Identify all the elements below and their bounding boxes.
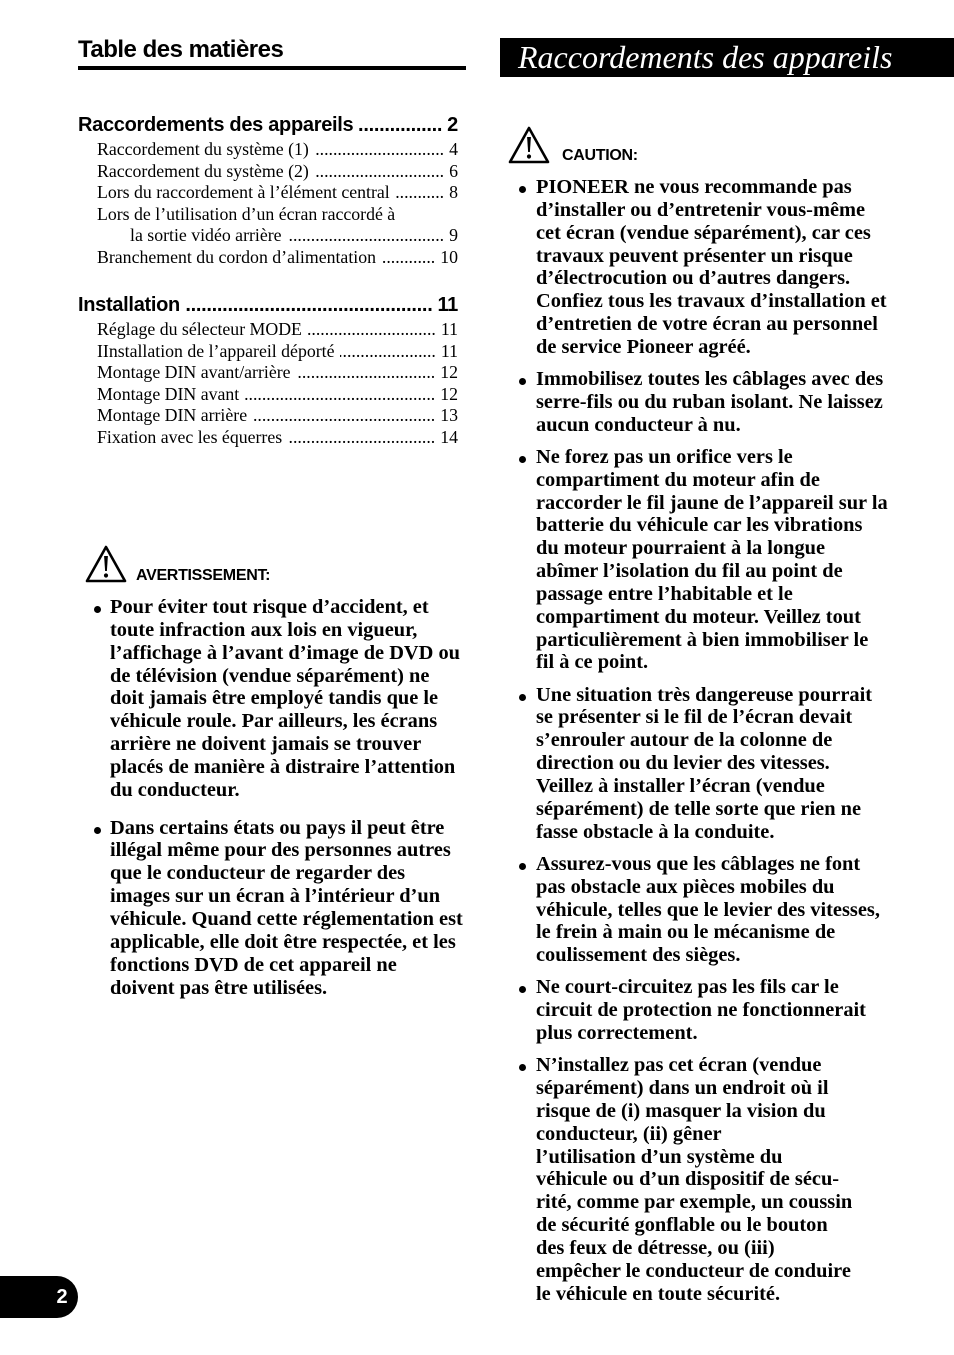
dot-leader: [288, 427, 435, 449]
caution-item: [518, 176, 888, 359]
toc-heading: Table des matières: [78, 36, 284, 63]
dot-leader: [288, 225, 445, 247]
item-text: [536, 976, 888, 1045]
toc-entry-title: Montage DIN avant/arrière: [97, 362, 291, 383]
toc-section-page: 2: [447, 114, 458, 136]
banner-title: Raccordements des appareils: [518, 39, 893, 75]
warning-item: [93, 596, 463, 802]
text-line: aucun conducteur à nu.: [536, 413, 741, 436]
bullet-icon: [519, 378, 526, 385]
dot-leader: [382, 247, 435, 269]
item-text: [536, 176, 888, 359]
toc-entry: [97, 247, 458, 269]
text-line: batterie du véhicule car les vibrations: [536, 514, 863, 537]
caution-item: [518, 976, 888, 1045]
text-line: véhicule, telles que le levier des vitesses,: [536, 898, 880, 921]
bullet-icon: [519, 1064, 526, 1071]
text-line: fonctions DVD de cet appareil ne: [110, 953, 397, 976]
text-line: travaux peuvent présenter un risque: [536, 244, 853, 267]
text-line: de télévision (vendue séparément) ne: [110, 664, 430, 687]
section-banner: [500, 38, 954, 77]
text-line: N’installez pas cet écran (vendue: [536, 1054, 822, 1077]
toc-entry-title: Fixation avec les équerres: [97, 426, 283, 447]
bullet-icon: [94, 827, 101, 834]
caution-item: [518, 368, 888, 437]
toc-entry-page: 8: [449, 182, 458, 203]
item-text: [536, 368, 888, 437]
toc-entry-continued-line: [97, 225, 458, 247]
text-line: PIONEER ne vous recommande pas: [536, 176, 852, 198]
text-line: doit jamais être employé tandis que le: [110, 687, 439, 710]
text-line: illégal même pour des personnes autres: [110, 839, 451, 862]
item-text: [536, 446, 888, 674]
caution-label: CAUTION:: [562, 147, 638, 164]
warning-list: [93, 596, 463, 1014]
dot-leader: [359, 113, 442, 137]
text-line: arrière ne doivent jamais se trouver: [110, 733, 422, 756]
text-line: des feux de détresse, ou (iii): [536, 1236, 775, 1259]
text-line: raccorder le fil jaune de l’appareil sur la: [536, 491, 888, 514]
toc-section-page: 11: [437, 294, 458, 316]
toc-entry-page: 11: [440, 319, 458, 339]
toc-entry-title: Lors de l’utilisation d’un écran raccordé à: [97, 203, 396, 224]
text-line: compartiment du moteur afin de: [536, 468, 820, 491]
page-number-badge: [0, 1276, 78, 1318]
dot-leader: [396, 182, 444, 204]
toc-entry-title: Montage DIN avant: [97, 383, 240, 404]
text-line: fasse obstacle à la conduite.: [536, 820, 775, 843]
toc-entry: [97, 139, 458, 161]
bullet-icon: [519, 986, 526, 993]
page-number: 2: [56, 1286, 68, 1308]
text-line: direction ou du levier des vitesses.: [536, 752, 830, 775]
text-line: fil à ce point.: [536, 651, 649, 674]
toc-entry-page: 12: [440, 362, 458, 383]
dot-leader: [253, 405, 435, 427]
toc-entry: [97, 427, 458, 449]
toc-entry-page: 10: [440, 246, 458, 267]
text-line: que le conducteur de regarder des: [110, 862, 406, 885]
dot-leader: [340, 341, 435, 363]
toc-entry-page: 9: [449, 225, 458, 246]
dot-leader: [308, 319, 436, 341]
toc-entry-title: IInstallation de l’appareil déporté: [97, 340, 335, 361]
item-text: [110, 596, 463, 802]
bullet-icon: [519, 456, 526, 463]
toc-entries-raccordements: [97, 139, 458, 269]
text-line: Une situation très dangereuse pourrait: [536, 683, 873, 706]
toc-entry-first-line: [97, 204, 458, 226]
item-text: [536, 853, 888, 967]
dot-leader: [186, 293, 432, 317]
text-line: cet écran (vendue séparément), car ces: [536, 221, 871, 244]
toc-entry-title: Lors du raccordement à l’élément central: [97, 182, 390, 203]
dot-leader: [245, 384, 435, 406]
text-line: plus correctement.: [536, 1022, 698, 1045]
text-line: Ne forez pas un orifice vers le: [536, 445, 793, 468]
item-text: [536, 1054, 888, 1305]
text-line: passage entre l’habitable et le: [536, 582, 793, 605]
text-line: l’affichage à l’avant d’image de DVD ou: [110, 641, 461, 664]
text-line: du conducteur.: [110, 778, 240, 801]
text-line: véhicule ou d’un dispositif de sécu-: [536, 1168, 840, 1191]
toc-entry-title: la sortie vidéo arrière: [130, 225, 282, 246]
text-line: du moteur pourraient à la longue: [536, 537, 826, 560]
text-line: Ne court-circuitez pas les fils car le: [536, 976, 839, 999]
text-line: toute infraction aux lois en vigueur,: [110, 618, 418, 641]
text-line: le frein à main ou le mécanisme de: [536, 921, 836, 944]
caution-item: [518, 446, 888, 674]
text-line: d’installer ou d’entretenir vous-même: [536, 198, 866, 221]
dot-leader: [315, 161, 444, 183]
toc-entry-page: 6: [449, 160, 458, 181]
caution-triangle-icon: [507, 125, 551, 165]
dot-leader: [297, 362, 436, 384]
text-line: Pour éviter tout risque d’accident, et: [110, 596, 429, 618]
text-line: risque de (i) masquer la vision du: [536, 1099, 826, 1122]
text-line: placés de manière à distraire l’attention: [110, 755, 456, 778]
toc-entry: [97, 161, 458, 183]
toc-entry-page: 11: [440, 340, 458, 361]
text-line: Assurez-vous que les câblages ne font: [536, 852, 861, 875]
text-line: compartiment du moteur. Veillez tout: [536, 605, 861, 628]
toc-entry-title: Raccordement du système (2): [97, 160, 309, 181]
toc-entry: [97, 182, 458, 204]
toc-entry: [97, 319, 458, 341]
text-line: rité, comme par exemple, un coussin: [536, 1191, 853, 1214]
bullet-icon: [519, 863, 526, 870]
warning-item: [93, 817, 463, 1000]
toc-entry: [97, 405, 458, 427]
toc-entries-installation: [97, 319, 458, 449]
toc-entry: [97, 362, 458, 384]
toc-entry-page: 14: [440, 426, 458, 447]
text-line: l’utilisation d’un système du: [536, 1145, 783, 1168]
text-line: d’électrocution ou d’autres dangers.: [536, 267, 851, 290]
bullet-icon: [519, 186, 526, 193]
toc-entry: [97, 341, 458, 363]
text-line: se présenter si le fil de l’écran devait: [536, 706, 853, 729]
item-text: [110, 817, 463, 1000]
text-line: séparément) de telle sorte que rien ne: [536, 797, 862, 820]
toc-entry-page: 13: [440, 405, 458, 426]
toc-entry: [97, 384, 458, 406]
item-text: [536, 684, 888, 844]
toc-section-title: Raccordements des appareils: [78, 114, 354, 136]
text-line: images sur un écran à l’intérieur d’un: [110, 885, 441, 908]
caution-list: [518, 176, 888, 1315]
text-line: séparément) dans un endroit où il: [536, 1077, 829, 1099]
text-line: applicable, elle doit être respectée, et les: [110, 930, 456, 953]
bullet-icon: [519, 694, 526, 701]
caution-item: [518, 1054, 888, 1305]
text-line: empêcher le conducteur de conduire: [536, 1259, 851, 1282]
text-line: coulissement des sièges.: [536, 944, 741, 967]
toc-entry-title: Branchement du cordon d’alimentation: [97, 246, 376, 267]
toc-entry-page: 4: [449, 139, 458, 159]
text-line: s’enrouler autour de la colonne de: [536, 729, 833, 752]
text-line: pas obstacle aux pièces mobiles du: [536, 875, 835, 898]
text-line: d’entretien de votre écran au personnel: [536, 313, 878, 336]
text-line: particulièrement à bien immobiliser le: [536, 628, 869, 651]
toc-entry-title: Montage DIN arrière: [97, 405, 248, 426]
caution-item: [518, 684, 888, 844]
caution-item: [518, 853, 888, 967]
toc-entry-page: 12: [440, 383, 458, 404]
dot-leader: [315, 139, 444, 161]
text-line: conducteur, (ii) gêner: [536, 1122, 722, 1145]
text-line: véhicule. Quand cette réglementation est: [110, 907, 463, 930]
bullet-icon: [94, 606, 101, 613]
heading-underline: [78, 66, 466, 70]
text-line: Immobilisez toutes les câblages avec des: [536, 368, 884, 391]
text-line: le véhicule en toute sécurité.: [536, 1282, 781, 1305]
text-line: véhicule roule. Par ailleurs, les écrans: [110, 710, 438, 733]
text-line: de sécurité gonflable ou le bouton: [536, 1214, 828, 1237]
text-line: Confiez tous les travaux d’installation et: [536, 290, 887, 313]
text-line: abîmer l’isolation du fil au point de: [536, 560, 843, 583]
warning-label: AVERTISSEMENT:: [136, 567, 271, 584]
toc-section-title: Installation: [78, 294, 180, 316]
toc-section-installation: [78, 293, 458, 317]
text-line: de service Pioneer agréé.: [536, 335, 751, 358]
text-line: Veillez à installer l’écran (vendue: [536, 774, 825, 797]
text-line: serre-fils ou du ruban isolant. Ne laissez: [536, 390, 883, 413]
toc-entry-title: Réglage du sélecteur MODE: [97, 319, 302, 339]
text-line: circuit de protection ne fonctionnerait: [536, 999, 866, 1022]
text-line: doivent pas être utilisées.: [110, 976, 328, 999]
text-line: Dans certains états ou pays il peut être: [110, 816, 445, 839]
toc-entry-title: Raccordement du système (1): [97, 139, 309, 159]
warning-triangle-icon: [84, 544, 128, 584]
toc-section-raccordements: [78, 113, 458, 137]
